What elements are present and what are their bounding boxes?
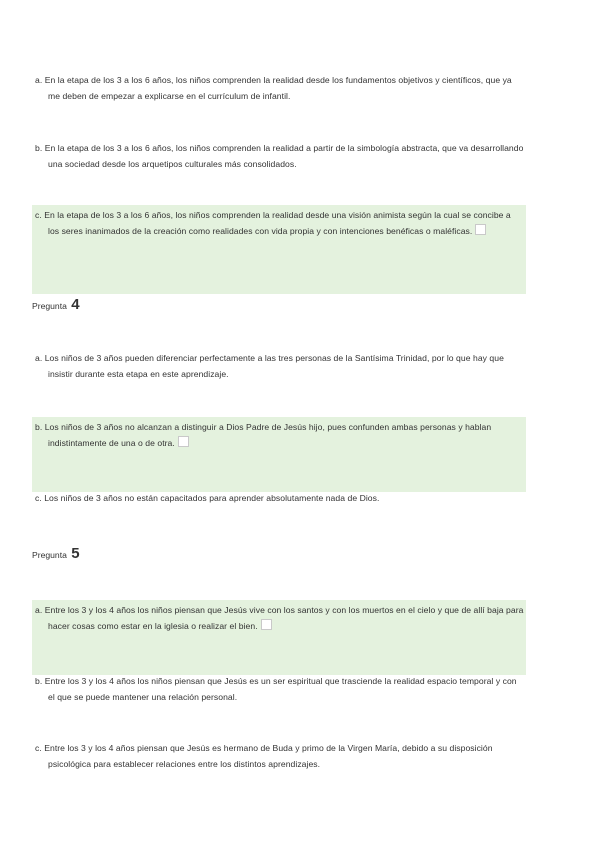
q3-option-b[interactable]	[32, 140, 526, 172]
question-4-header	[32, 296, 80, 313]
question-label: Pregunta	[32, 301, 67, 311]
checkbox-icon[interactable]	[178, 436, 189, 447]
q5-option-c-text: c. Entre los 3 y los 4 años piensan que Jesús es hermano de Buda y primo de la Virgen María, debido a su disposición psicológica para establecer relaciones entre los distintos aprendizajes.	[35, 743, 493, 769]
question-number: 4	[71, 296, 80, 313]
q5-option-b-text: b. Entre los 3 y los 4 años los niños piensan que Jesús es un ser espiritual que trasciende la realidad espacio temporal y con el que se puede mantener una relación personal.	[35, 676, 517, 702]
question-number: 5	[71, 545, 80, 562]
q3-option-c-selected[interactable]	[32, 205, 526, 294]
question-label: Pregunta	[32, 550, 67, 560]
checkbox-icon[interactable]	[475, 224, 486, 235]
q4-option-c-text: c. Los niños de 3 años no están capacitados para aprender absolutamente nada de Dios.	[35, 493, 380, 503]
q4-option-b-selected[interactable]	[32, 417, 526, 492]
q3-option-c-text: c. En la etapa de los 3 a los 6 años, los niños comprenden la realidad desde una visión animista según la cual se concibe a los seres inanimados de la creación como realidades con vida propia y con intenciones benéficas o maléficas.	[35, 210, 511, 236]
q4-option-a-text: a. Los niños de 3 años pueden diferenciar perfectamente a las tres personas de la Santísima Trinidad, por lo que hay que insistir durante esta etapa en este aprendizaje.	[35, 353, 504, 379]
q4-option-c[interactable]	[32, 490, 526, 506]
q5-option-c[interactable]	[32, 740, 526, 772]
q5-option-b[interactable]	[32, 673, 526, 705]
q3-option-a-text: a. En la etapa de los 3 a los 6 años, los niños comprenden la realidad desde los fundamentos objetivos y científicos, que ya me deben de empezar a explicarse en el currículum de infantil.	[35, 75, 512, 101]
q5-option-a-selected[interactable]	[32, 600, 526, 675]
q3-option-a[interactable]	[32, 72, 526, 104]
question-5-header	[32, 545, 80, 562]
checkbox-icon[interactable]	[261, 619, 272, 630]
q4-option-b-text: b. Los niños de 3 años no alcanzan a distinguir a Dios Padre de Jesús hijo, pues confunden ambas personas y hablan indistintamente de una o de otra.	[35, 422, 492, 448]
q5-option-a-text: a. Entre los 3 y los 4 años los niños piensan que Jesús vive con los santos y con los muertos en el cielo y que de allí baja para hacer cosas como estar en la iglesia o realizar el bien.	[35, 605, 524, 631]
q4-option-a[interactable]	[32, 350, 526, 382]
q3-option-b-text: b. En la etapa de los 3 a los 6 años, los niños comprenden la realidad a partir de la simbología abstracta, que va desarrollando una sociedad desde los arquetipos culturales más consolidados.	[35, 143, 524, 169]
